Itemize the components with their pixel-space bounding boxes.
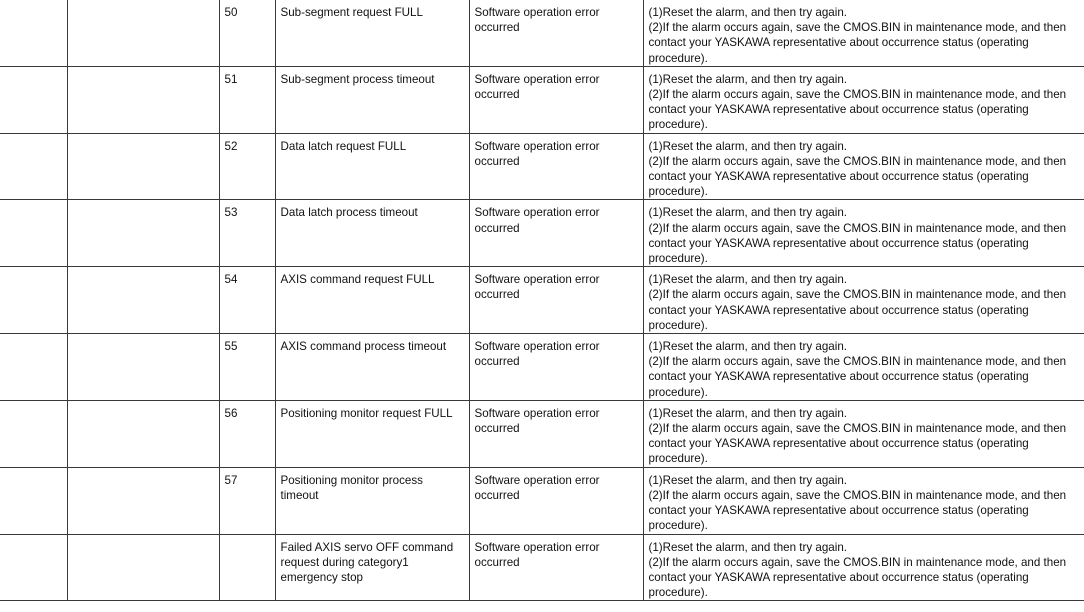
sub-code-cell: 57: [219, 467, 275, 534]
sub-code-cell: 51: [219, 66, 275, 133]
remedy-cell: [643, 467, 1084, 534]
table-row: [0, 267, 1084, 334]
remedy-step: (1)Reset the alarm, and then try again.: [648, 72, 847, 86]
table-row: [0, 400, 1084, 467]
alarm-group-cell: [67, 66, 219, 133]
remedy-cell: [643, 400, 1084, 467]
alarm-group-cell: [67, 334, 219, 401]
alarm-code-cell: [0, 0, 67, 66]
remedy-step: (2)If the alarm occurs again, save the CMOS.BIN in maintenance mode, and then contact your YASKAWA representative about occurrence status (operating procedure).: [648, 154, 1067, 199]
table-row: [0, 200, 1084, 267]
cause-cell: Software operation error occurred: [469, 267, 643, 334]
cause-cell: Software operation error occurred: [469, 334, 643, 401]
alarm-code-cell: [0, 467, 67, 534]
remedy-step: (1)Reset the alarm, and then try again.: [648, 273, 847, 287]
remedy-step: (2)If the alarm occurs again, save the CMOS.BIN in maintenance mode, and then contact your YASKAWA representative about occurrence status (operating procedure).: [648, 221, 1067, 266]
remedy-step: (1)Reset the alarm, and then try again.: [648, 406, 847, 420]
alarm-code-cell: [0, 200, 67, 267]
remedy-step: (1)Reset the alarm, and then try again.: [648, 139, 847, 153]
remedy-step: (2)If the alarm occurs again, save the CMOS.BIN in maintenance mode, and then contact your YASKAWA representative about occurrence status (operating procedure).: [648, 555, 1067, 600]
alarm-code-cell: [0, 66, 67, 133]
remedy-step: (2)If the alarm occurs again, save the CMOS.BIN in maintenance mode, and then contact your YASKAWA representative about occurrence status (operating procedure).: [648, 88, 1067, 132]
alarm-group-cell: [67, 467, 219, 534]
remedy-step: (2)If the alarm occurs again, save the CMOS.BIN in maintenance mode, and then contact your YASKAWA representative about occurrence status (operating procedure).: [648, 355, 1067, 399]
remedy-step: (1)Reset the alarm, and then try again.: [648, 206, 847, 220]
remedy-cell: [643, 200, 1084, 267]
alarm-name-cell: Sub-segment request FULL: [275, 0, 469, 66]
alarm-name-cell: AXIS command process timeout: [275, 334, 469, 401]
alarm-code-cell: [0, 133, 67, 200]
alarm-name-cell: Failed AXIS servo OFF command request during category1 emergency stop: [275, 534, 469, 601]
table-row: [0, 0, 1084, 66]
sub-code-cell: 54: [219, 267, 275, 334]
remedy-step: (2)If the alarm occurs again, save the CMOS.BIN in maintenance mode, and then contact your YASKAWA representative about occurrence status (operating procedure).: [648, 288, 1067, 332]
cause-cell: Software operation error occurred: [469, 534, 643, 601]
table-row: [0, 534, 1084, 601]
alarm-code-cell: [0, 267, 67, 334]
remedy-step: (1)Reset the alarm, and then try again.: [648, 340, 847, 354]
remedy-cell: [643, 0, 1084, 66]
alarm-group-cell: [67, 133, 219, 200]
table-row: [0, 133, 1084, 200]
alarm-code-cell: [0, 400, 67, 467]
remedy-cell: [643, 133, 1084, 200]
alarm-name-cell: Sub-segment process timeout: [275, 66, 469, 133]
table-row: [0, 66, 1084, 133]
alarm-group-cell: [67, 0, 219, 66]
remedy-cell: [643, 534, 1084, 601]
sub-code-cell: 52: [219, 133, 275, 200]
sub-code-cell: 50: [219, 0, 275, 66]
remedy-step: (2)If the alarm occurs again, save the CMOS.BIN in maintenance mode, and then contact your YASKAWA representative about occurrence status (operating procedure).: [648, 422, 1067, 466]
remedy-cell: [643, 267, 1084, 334]
alarm-name-cell: Data latch request FULL: [275, 133, 469, 200]
remedy-cell: [643, 334, 1084, 401]
table-row: [0, 334, 1084, 401]
remedy-step: (1)Reset the alarm, and then try again.: [648, 540, 847, 554]
cause-cell: Software operation error occurred: [469, 0, 643, 66]
alarm-code-cell: [0, 534, 67, 601]
sub-code-cell: 53: [219, 200, 275, 267]
alarm-name-cell: AXIS command request FULL: [275, 267, 469, 334]
cause-cell: Software operation error occurred: [469, 467, 643, 534]
remedy-step: (2)If the alarm occurs again, save the CMOS.BIN in maintenance mode, and then contact your YASKAWA representative about occurrence status (operating procedure).: [648, 488, 1067, 533]
alarm-group-cell: [67, 400, 219, 467]
remedy-step: (2)If the alarm occurs again, save the CMOS.BIN in maintenance mode, and then contact your YASKAWA representative about occurrence status (operating procedure).: [648, 21, 1067, 65]
cause-cell: Software operation error occurred: [469, 400, 643, 467]
remedy-step: (1)Reset the alarm, and then try again.: [648, 6, 847, 19]
alarm-name-cell: Positioning monitor request FULL: [275, 400, 469, 467]
sub-code-cell: 55: [219, 334, 275, 401]
remedy-cell: [643, 66, 1084, 133]
remedy-step: (1)Reset the alarm, and then try again.: [648, 473, 847, 487]
cause-cell: Software operation error occurred: [469, 200, 643, 267]
cause-cell: Software operation error occurred: [469, 66, 643, 133]
alarm-group-cell: [67, 534, 219, 601]
alarm-group-cell: [67, 267, 219, 334]
alarm-name-cell: Data latch process timeout: [275, 200, 469, 267]
sub-code-cell: [219, 534, 275, 601]
alarm-group-cell: [67, 200, 219, 267]
table-row: [0, 467, 1084, 534]
sub-code-cell: 56: [219, 400, 275, 467]
alarm-code-cell: [0, 334, 67, 401]
cause-cell: Software operation error occurred: [469, 133, 643, 200]
alarm-name-cell: Positioning monitor process timeout: [275, 467, 469, 534]
